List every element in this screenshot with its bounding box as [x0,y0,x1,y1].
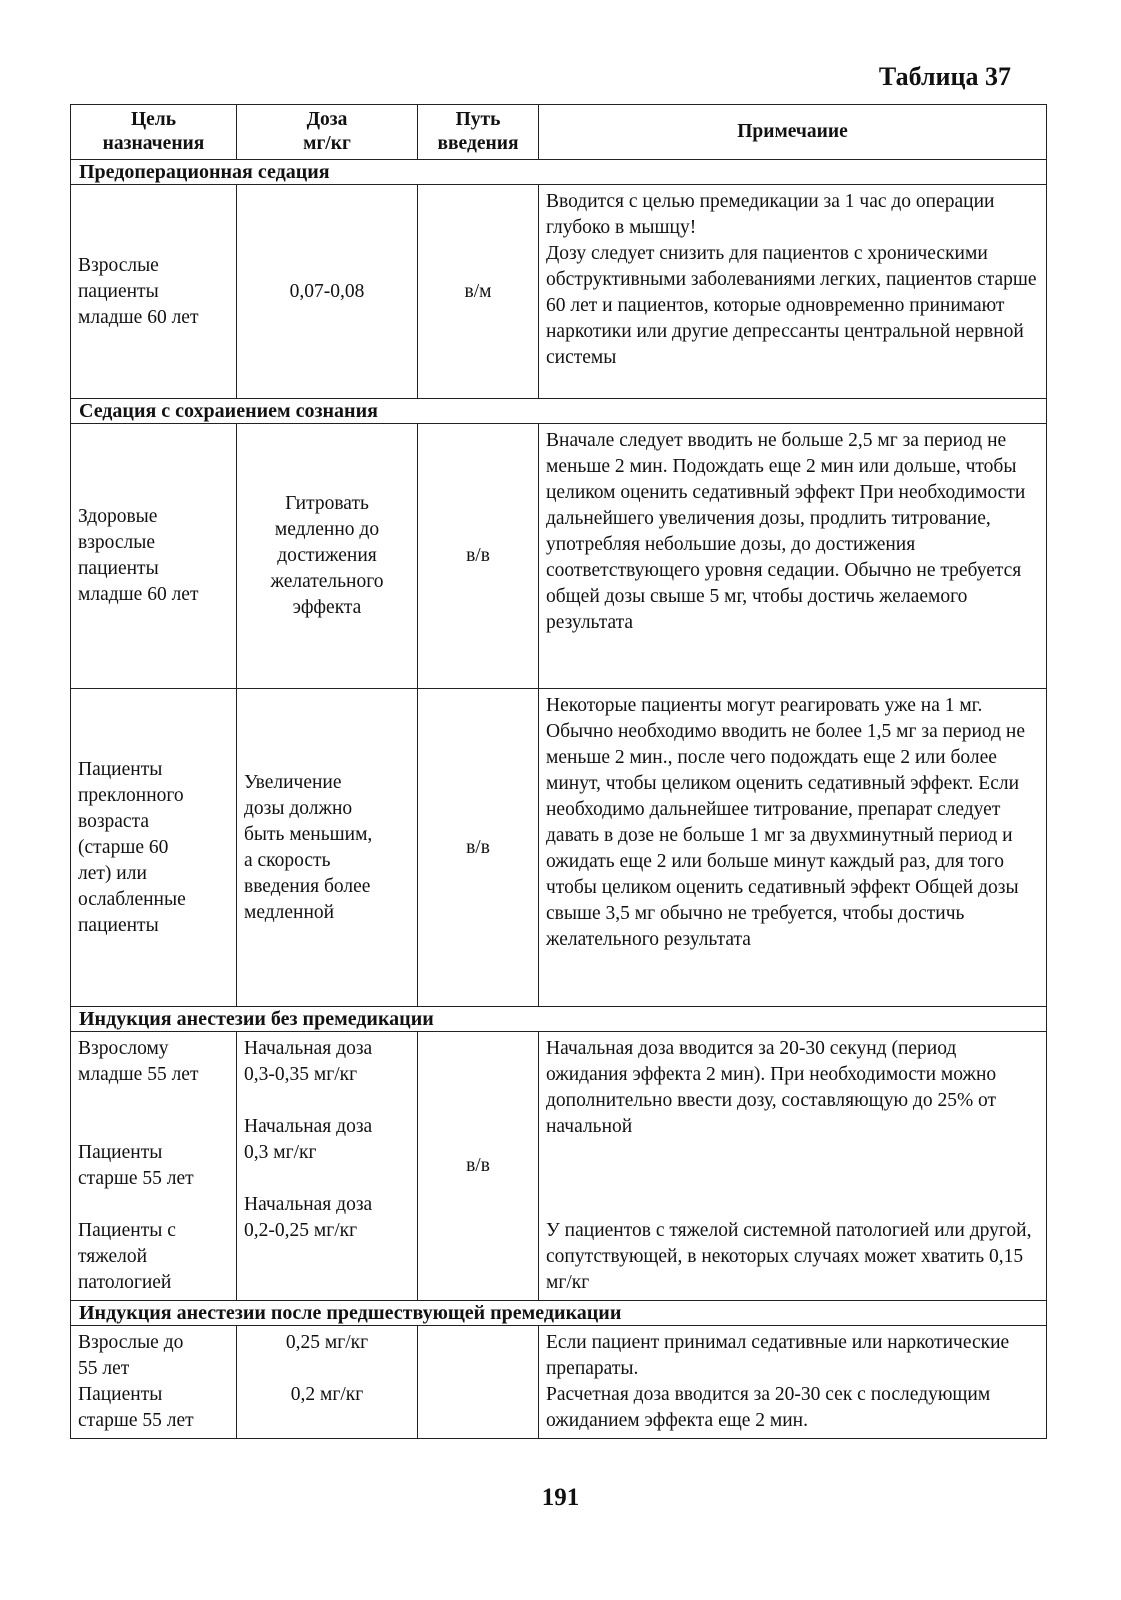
cell-purpose: Пациенты преклонного возраста (старше 60 лет) или ослабленные пациенты [71,689,237,1007]
section-row [71,1007,1047,1032]
table-header-row [71,105,1047,160]
cell-route: в/в [418,689,539,1007]
header-dose: Доза мг/кг [237,105,418,160]
cell-purpose: Взрослому младше 55 лет Пациенты старше 55 лет Пациенты с тяжелой патологией [71,1032,237,1301]
table-title: Таблица 37 [878,62,1011,91]
section-title: Индукция анестезии без премедикации [71,1007,1047,1032]
cell-dose: Увеличение дозы должно быть меньшим, а скорость введения более медленной [237,689,418,1007]
table-row [71,185,1047,399]
cell-dose: 0,25 мг/кг 0,2 мг/кг [237,1326,418,1439]
cell-purpose: Взрослые до 55 лет Пациенты старше 55 лет [71,1326,237,1439]
section-row [71,1301,1047,1326]
table-row [71,1326,1047,1439]
cell-note: Вначале следует вводить не больше 2,5 мг за период не меньше 2 мин. Подождать еще 2 мин или дольше, чтобы целиком оценить седативный эффект При необходимости дальнейшего увеличения дозы, продлить титрование, употребляя небольшие дозы, до достижения соответствующего уровня седации. Обычно не требуется общей дозы свыше 5 мг, чтобы достичь желаемого результата [539,424,1047,689]
cell-purpose: Взрослые пациенты младше 60 лет [71,185,237,399]
table-row [71,689,1047,1007]
table-row [71,1032,1047,1301]
cell-dose: 0,07-0,08 [237,185,418,399]
dosage-table [70,104,1047,1439]
cell-route: в/м [418,185,539,399]
cell-route: в/в [418,1032,539,1301]
cell-dose: Начальная доза 0,3-0,35 мг/кг Начальная доза 0,3 мг/кг Начальная доза 0,2-0,25 мг/кг [237,1032,418,1301]
section-row [71,399,1047,424]
cell-route: в/в [418,424,539,689]
section-title: Седация с сохраиением сознания [71,399,1047,424]
cell-dose: Гитровать медленно до достижения желательного эффекта [237,424,418,689]
cell-note: Начальная доза вводится за 20-30 секунд (период ожидания эффекта 2 мин). При необходимости можно дополнительно ввести дозу, составляющую до 25% от начальной У пациентов с тяжелой системной патологией или другой, сопутствующей, в некоторых случаях может хватить 0,15 мг/кг [539,1032,1047,1301]
header-purpose: Цель назначения [71,105,237,160]
cell-note: Если пациент принимал седативные или наркотические препараты. Расчетная доза вводится за 20-30 сек с последующим ожиданием эффекта еще 2 мин. [539,1326,1047,1439]
header-route: Путь введения [418,105,539,160]
cell-note: Вводится с целью премедикации за 1 час до операции глубоко в мышцу! Дозу следует снизить для пациентов с хроническими обструктивными заболеваниями легких, пациентов старше 60 лет и пациентов, которые одновременно принимают наркотики или другие депрессанты центральной нервной системы [539,185,1047,399]
page-number: 191 [541,1484,580,1511]
section-title: Предоперационная седация [71,160,1047,185]
header-note: Примечаиие [539,105,1047,160]
cell-route [418,1326,539,1439]
section-row [71,160,1047,185]
section-title: Индукция анестезии после предшествующей премедикации [71,1301,1047,1326]
cell-note: Некоторые пациенты могут реагировать уже на 1 мг. Обычно необходимо вводить не более 1,5 мг за период не меньше 2 мин., после чего подождать еще 2 или более минут, чтобы целиком оценить седативный эффект. Если необходимо дальнейшее титрование, препарат следует давать в дозе не больше 1 мг за двухминутный период и ожидать еще 2 или больше минут каждый раз, для того чтобы целиком оценить седативный эффект Общей дозы свыше 3,5 мг обычно не требуется, чтобы достичь желательного результата [539,689,1047,1007]
table-row [71,424,1047,689]
cell-purpose: Здоровые взрослые пациенты младше 60 лет [71,424,237,689]
